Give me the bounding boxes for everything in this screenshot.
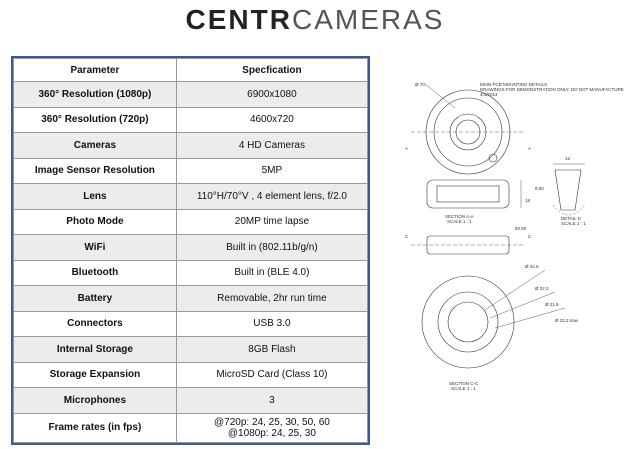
section-aa-scale: SCALE 1 : 1 [447, 219, 472, 224]
spec-cell: USB 3.0 [176, 311, 367, 337]
drawing-note: DRAWINGS FOR DEMONSTRATION ONLY. DO NOT MANUFACTURE [480, 87, 624, 92]
drawing-title: MAIN PCB MOUNTING DETAILS [480, 82, 548, 87]
spec-cell: 4600x720 [176, 107, 367, 133]
section-marker: C [528, 234, 532, 239]
spec-cell: 110°H/70°V , 4 element lens, f/2.0 [176, 184, 367, 210]
dimension-label: Ø 33.3 max [555, 318, 579, 323]
param-cell: Microphones [14, 388, 177, 414]
param-cell: Connectors [14, 311, 177, 337]
table-row [14, 362, 368, 388]
brand-logo [0, 4, 630, 36]
param-cell: WiFi [14, 235, 177, 261]
section-cc-inner [448, 302, 488, 342]
spec-cell: 20MP time lapse [176, 209, 367, 235]
table-row [14, 311, 368, 337]
detail-d-scale: SCALE 2 : 1 [561, 221, 586, 226]
dimension-label: Ø 42.6 [525, 264, 539, 269]
param-cell: Bluetooth [14, 260, 177, 286]
spec-cell [176, 413, 367, 442]
table-row [14, 388, 368, 414]
param-cell: 360° Resolution (1080p) [14, 82, 177, 108]
spec-cell: 6900x1080 [176, 82, 367, 108]
dimension-label: 50.50 [515, 226, 527, 231]
table-row [14, 413, 368, 442]
spec-cell: 4 HD Cameras [176, 133, 367, 159]
param-cell: Photo Mode [14, 209, 177, 235]
detail-d-shape [555, 170, 581, 210]
spec-cell: Built in (BLE 4.0) [176, 260, 367, 286]
table-row [14, 337, 368, 363]
dimension-label: Ø 70 [415, 82, 425, 87]
spec-line: @720p: 24, 25, 30, 50, 60 [214, 416, 330, 428]
table-row [14, 158, 368, 184]
param-cell: Storage Expansion [14, 362, 177, 388]
spec-table [11, 56, 370, 445]
table-row [14, 107, 368, 133]
param-cell: 360° Resolution (720p) [14, 107, 177, 133]
spec-cell: Built in (802.11b/g/n) [176, 235, 367, 261]
spec-cell: 3 [176, 388, 367, 414]
dimension-label: 12 [565, 156, 571, 161]
detail-d-title: DETAIL D [561, 216, 581, 221]
table-row [14, 286, 368, 312]
section-aa-title: SECTION A-A [445, 214, 474, 219]
param-cell: Internal Storage [14, 337, 177, 363]
table-row [14, 82, 368, 108]
spec-cell: MicroSD Card (Class 10) [176, 362, 367, 388]
table-row [14, 184, 368, 210]
param-cell: Frame rates (in fps) [14, 413, 177, 442]
spec-cell: 8GB Flash [176, 337, 367, 363]
spec-cell: 5MP [176, 158, 367, 184]
spec-line: @1080p: 24, 25, 30 [227, 427, 316, 439]
section-cc-title: SECTION C-C [449, 381, 479, 386]
section-aa-inner [437, 186, 499, 202]
table-row [14, 260, 368, 286]
dimension-label: Ø 32.0 [535, 286, 549, 291]
table-row [14, 209, 368, 235]
param-cell: Cameras [14, 133, 177, 159]
drawing-date: 4/1/2014 [480, 92, 498, 97]
table-row [14, 235, 368, 261]
table-row [14, 133, 368, 159]
section-marker: C [405, 234, 409, 239]
param-cell: Battery [14, 286, 177, 312]
section-cc-scale: SCALE 1 : 1 [451, 386, 476, 391]
section-aa-body [427, 180, 509, 208]
technical-drawing [385, 70, 625, 400]
section-marker: A [405, 146, 409, 151]
brand-name-part1: CENTR [185, 4, 292, 35]
brand-name-part2: CAMERAS [291, 4, 445, 35]
dimension-label: 18 [525, 198, 531, 203]
dimension-label: Ø 21.9 [545, 302, 559, 307]
param-cell: Lens [14, 184, 177, 210]
header-parameter: Parameter [14, 59, 177, 82]
header-specification: Specfication [176, 59, 367, 82]
param-cell: Image Sensor Resolution [14, 158, 177, 184]
spec-cell: Removable, 2hr run time [176, 286, 367, 312]
section-cc-outer [422, 276, 514, 368]
dimension-label: 8.50 [535, 186, 544, 191]
section-cc-mid [438, 292, 498, 352]
section-marker: A [528, 146, 532, 151]
